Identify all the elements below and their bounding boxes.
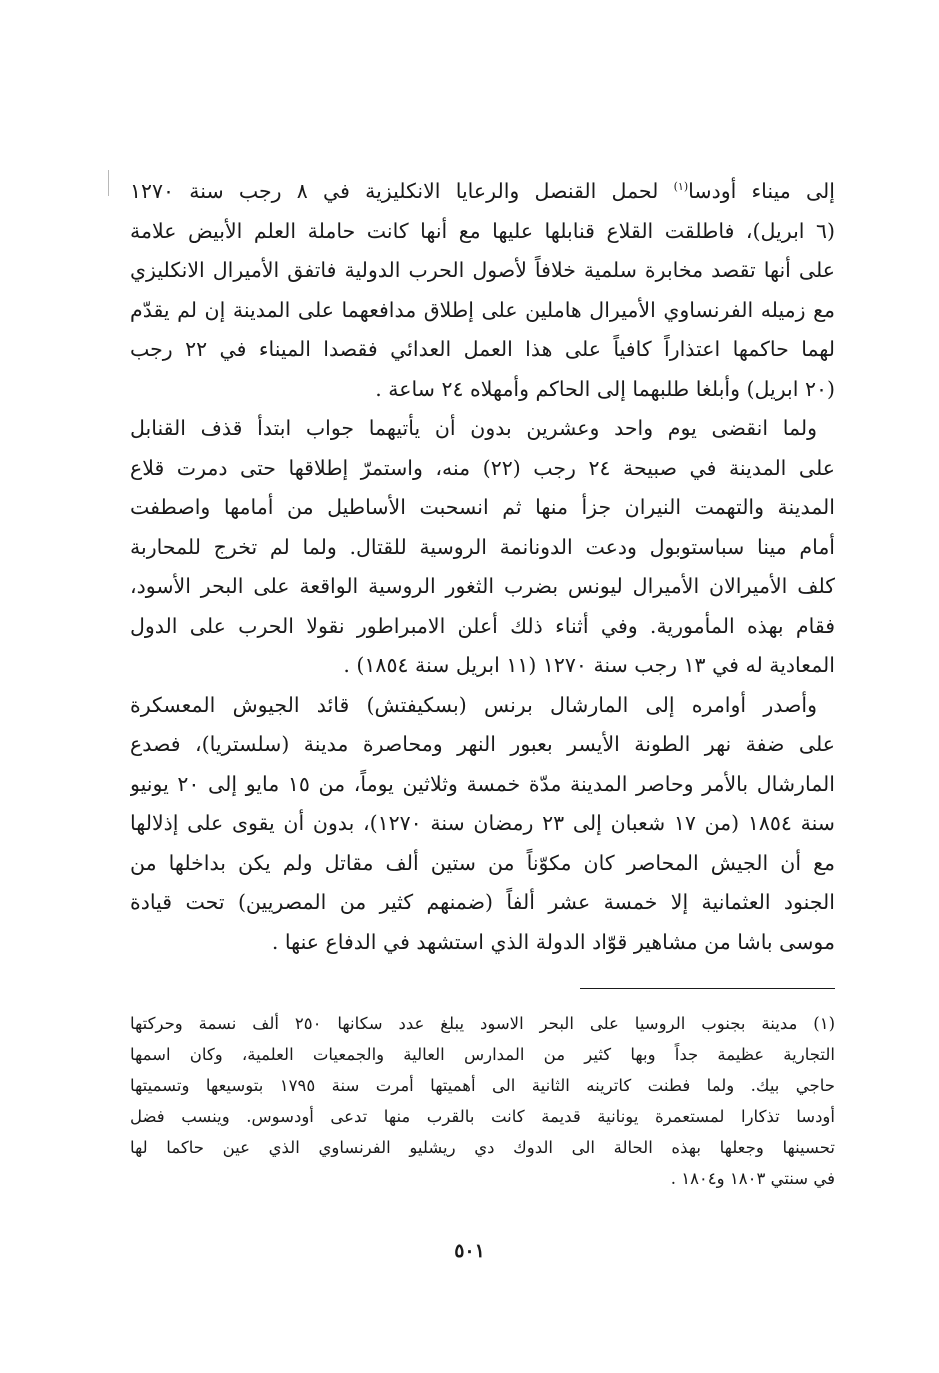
footnote-line-4: أودسا تذكارا لمستعمرة يونانية قديمة كانت بالقرب منها تدعى أودسوس. وينسب فضل [130, 1107, 835, 1126]
page-number: ٥٠١ [454, 1240, 485, 1262]
body-line-8: على المدينة في صبيحة ٢٤ رجب (٢٢) منه، واستمرّ إطلاقها حتى دمرت قلاع [130, 455, 835, 480]
body-line-11: كلف الأميرالان الأميرال ليونس بضرب الثغور الروسية الواقعة على البحر الأسود، [130, 574, 835, 598]
body-line-1: إلى ميناء أودسا$^{(١)}$ لحمل القنصل والرعايا الانكليزية في ٨ رجب سنة ١٢٧٠ [130, 179, 835, 203]
body-line-5: لهما حاكمها اعتذاراً كافياً على هذا العمل العدائي فقصدا الميناء في ٢٢ رجب [130, 337, 835, 361]
body-line-7: ولما انقضى يوم واحد وعشرين بدون أن يأتيهما جواب ابتدأ قذف القنابل [130, 416, 817, 440]
body-line-10: أمام مينا سباستوبول ودعت الدونانمة الروسية للقتال. ولما لم تخرج للمحاربة [130, 534, 835, 559]
footnote-line-3: حاجي بيك. ولما فطنت كاترينه الثانية الى أهميتها أمرت سنة ١٧٩٥ بتوسيعها وتسميتها [130, 1076, 835, 1095]
footnote-line-2: التجارية عظيمة جداً وبها كثير من المدارس العالية والجمعيات العلمية، وكان اسمها [130, 1045, 835, 1064]
body-line-9: المدينة والتهمت النيران جزأ منها ثم انسحبت الأساطيل من أمامها واصطفت [130, 495, 835, 519]
body-line-13: المعادية له في ١٣ رجب سنة ١٢٧٠ (١١ ابريل سنة ١٨٥٤) . [343, 653, 835, 677]
body-line-3: على أنها تقصد مخابرة سلمية خلافاً لأصول الحرب الدولية فاتفق الأميرال الانكليزي [130, 258, 835, 282]
body-line-16: المارشال بالأمر وحاصر المدينة مدّة خمسة وثلاثين يوماً، من ١٥ مايو إلى ٢٠ يونيو [130, 771, 835, 796]
body-line-18: مع أن الجيش المحاصر كان مكوّناً من ستين ألف مقاتل ولم يكن بداخلها من [130, 850, 835, 875]
body-line-19: الجنود العثمانية إلا خمسة عشر ألفاً (ضمنهم كثير من المصريين) تحت قيادة [130, 890, 835, 914]
body-line-2: (٦ ابريل)، فاطلقت القلاع قنابلها عليها مع أنها كانت حاملة العلم الأبيض علامة [130, 218, 835, 243]
body-line-14: وأصدر أوامره إلى المارشال برنس (بسكيفتش) قائد الجيوش المعسكرة [130, 692, 817, 717]
body-line-12: فقام بهذه المأمورية. وفي أثناء ذلك أعلن الامبراطور نقولا الحرب على الدول [130, 613, 835, 638]
body-line-6: (٢٠ ابريل) وأبلغا طلبهما إلى الحاكم وأمهلاه ٢٤ ساعة . [375, 376, 835, 401]
margin-mark [108, 170, 111, 196]
body-line-4: مع زميله الفرنساوي الأميرال هاملين على إطلاق مدافعهما على المدينة إن لم يقدّم [130, 297, 835, 322]
body-line-17: سنة ١٨٥٤ (من ١٧ شعبان إلى ٢٣ رمضان سنة ١٢٧٠)، بدون أن يقوى على إذلالها [130, 811, 835, 835]
footnote-line-1: (١) مدينة بجنوب الروسيا على البحر الاسود يبلغ عدد سكانها ٢٥٠ ألف نسمة وحركتها [130, 1014, 835, 1033]
footnote-line-6: في سنتي ١٨٠٣ و١٨٠٤ . [670, 1169, 835, 1188]
body-line-20: موسى باشا من مشاهير قوّاد الدولة الذي استشهد في الدفاع عنها . [271, 929, 835, 954]
footnote-marker[interactable]: (١) [673, 180, 689, 194]
footnote-divider [580, 988, 835, 989]
body-text [130, 172, 835, 962]
footnote-line-5: تحسينها وجعلها بهذه الحالة الى الدوك دي ريشليو الفرنساوي الذي عين حاكما لها [130, 1138, 835, 1157]
body-line-15: على ضفة نهر الطونة الأيسر بعبور النهر ومحاصرة مدينة (سلستريا)، فصدع [130, 732, 835, 756]
footnote-block [130, 1008, 835, 1194]
